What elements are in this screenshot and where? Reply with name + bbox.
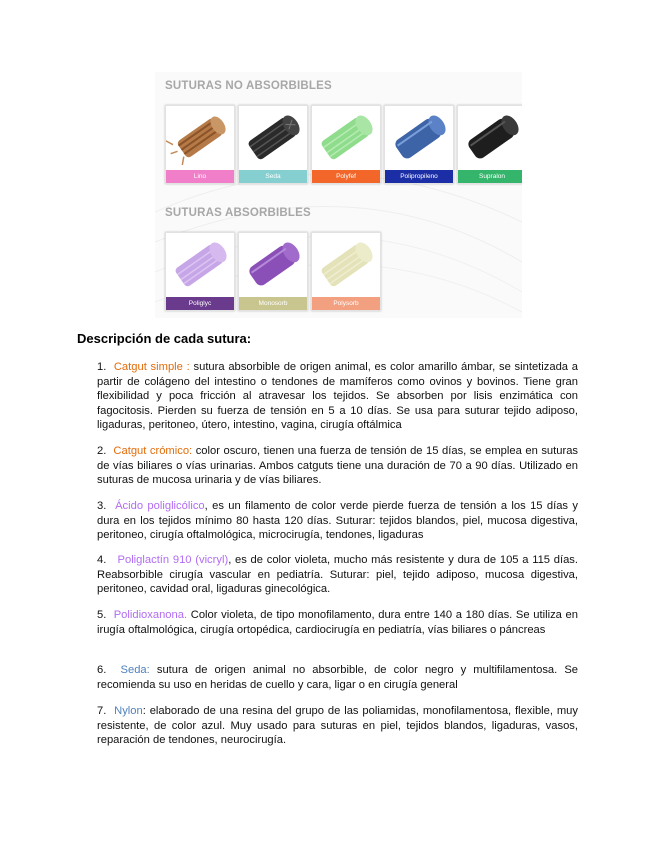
item-number: 6. xyxy=(97,664,107,676)
suture-name: Seda: xyxy=(120,664,150,676)
monosorb-thread-icon xyxy=(239,233,307,297)
list-item xyxy=(97,608,578,637)
suture-card-polysorb xyxy=(311,232,381,311)
polyfef-thread-icon xyxy=(312,106,380,170)
polysorb-thread-icon xyxy=(312,233,380,297)
suture-card-polyfef xyxy=(311,105,381,184)
item-text: sutura absorbible de origen animal, es color amarillo ámbar, se sintetizada a partir de colágeno del intestino o tendones de mamíferos como ovinos y bovinos. Tiene gran flexibilidad y poca fricción al atravesar los tejidos. Se absorben por lisis enzimática con fagocitosis. Pierden su fuerza de tensión en 5 a 10 días. Se usa para suturar tejido adiposo, ligaduras, peritoneo, útero, intestino, vagina, cirugía oftálmica xyxy=(97,361,579,432)
item-number: 2. xyxy=(97,445,107,457)
item-text: , es de color violeta, mucho más resistente y dura de 105 a 115 días. Reabsorbible cirugía vascular en pediatría. Suturar: piel, tejido adiposo, mucosa digestiva, peritoneo, cavidad oral, ligaduras ginecológica. xyxy=(97,554,579,596)
item-number: 5. xyxy=(97,609,107,621)
suture-name: Ácido poliglicólico xyxy=(115,500,205,512)
item-number: 4. xyxy=(97,554,107,566)
suture-card-supralon xyxy=(457,105,522,184)
seda-thread-icon xyxy=(239,106,307,170)
suture-name: Catgut simple : xyxy=(113,361,190,373)
list-item xyxy=(97,704,578,748)
suture-label: Polipropileno xyxy=(385,170,453,183)
suture-name: Nylon xyxy=(114,705,143,717)
section-title-absorbibles: SUTURAS ABSORBIBLES xyxy=(165,207,311,219)
section-heading: Descripción de cada sutura: xyxy=(77,331,252,346)
item-text: sutura de origen animal no absorbible, de color negro y multifilamentosa. Se recomienda su uso en heridas de cuello y cara, ligar o en cirugía general xyxy=(97,664,579,691)
item-number: 1. xyxy=(97,361,107,373)
section-title-no-absorbibles: SUTURAS NO ABSORBIBLES xyxy=(165,80,332,92)
list-item xyxy=(97,663,578,692)
sutures-figure xyxy=(155,72,522,318)
item-text: , es un filamento de color verde pierde fuerza de tensión a los 15 días y dura en los tejidos mínimo 80 hasta 120 días. Suturar: tejidos blandos, piel, mucosa digestiva, peritoneo, cirugía oftalmológica, microcirugía, tendones, ligaduras xyxy=(97,500,578,542)
suture-card-seda xyxy=(238,105,308,184)
list-item xyxy=(97,444,578,488)
item-number: 3. xyxy=(97,500,107,512)
supralon-thread-icon xyxy=(458,106,522,170)
item-text: : elaborado de una resina del grupo de las poliamidas, monofilamentosa, flexible, muy resistente, de color azul. Muy usado para suturas en piel, tejidos blandos, ligaduras, vasos, reparación de tendones, neurocirugía. xyxy=(97,705,578,747)
suture-label: Poliglyc xyxy=(166,297,234,310)
lino-thread-icon xyxy=(166,106,234,170)
suture-name: Catgut crómico: xyxy=(113,445,193,457)
suture-label: Lino xyxy=(166,170,234,183)
suture-label: Polysorb xyxy=(312,297,380,310)
suture-label: Supralon xyxy=(458,170,522,183)
suture-card-monosorb xyxy=(238,232,308,311)
list-item xyxy=(97,499,578,543)
suture-card-lino xyxy=(165,105,235,184)
list-item xyxy=(97,360,578,433)
item-text: color oscuro, tienen una fuerza de tensión de 15 días, se emplea en suturas de vías biliares o vías urinarias. Ambos catguts tiene una duración de 70 a 90 días. Utilizado en suturas de mucosa urinaria y de vías biliares. xyxy=(97,445,579,487)
item-text: Color violeta, de tipo monofilamento, dura entre 140 a 180 días. Se utiliza en irugía oftalmológica, cirugía ortopédica, cardiocirugía en pediatría, vías biliares o páncreas xyxy=(97,609,578,636)
list-item xyxy=(97,553,578,597)
suture-card-polipropileno xyxy=(384,105,454,184)
item-number: 7. xyxy=(97,705,107,717)
suture-label: Seda xyxy=(239,170,307,183)
poliglyc-thread-icon xyxy=(166,233,234,297)
suture-label: Monosorb xyxy=(239,297,307,310)
suture-name: Polidioxanona. xyxy=(113,609,188,621)
suture-label: Polyfef xyxy=(312,170,380,183)
suture-name: Poliglactín 910 (vicryl) xyxy=(117,554,229,566)
suture-card-poliglyc xyxy=(165,232,235,311)
polipropileno-thread-icon xyxy=(385,106,453,170)
